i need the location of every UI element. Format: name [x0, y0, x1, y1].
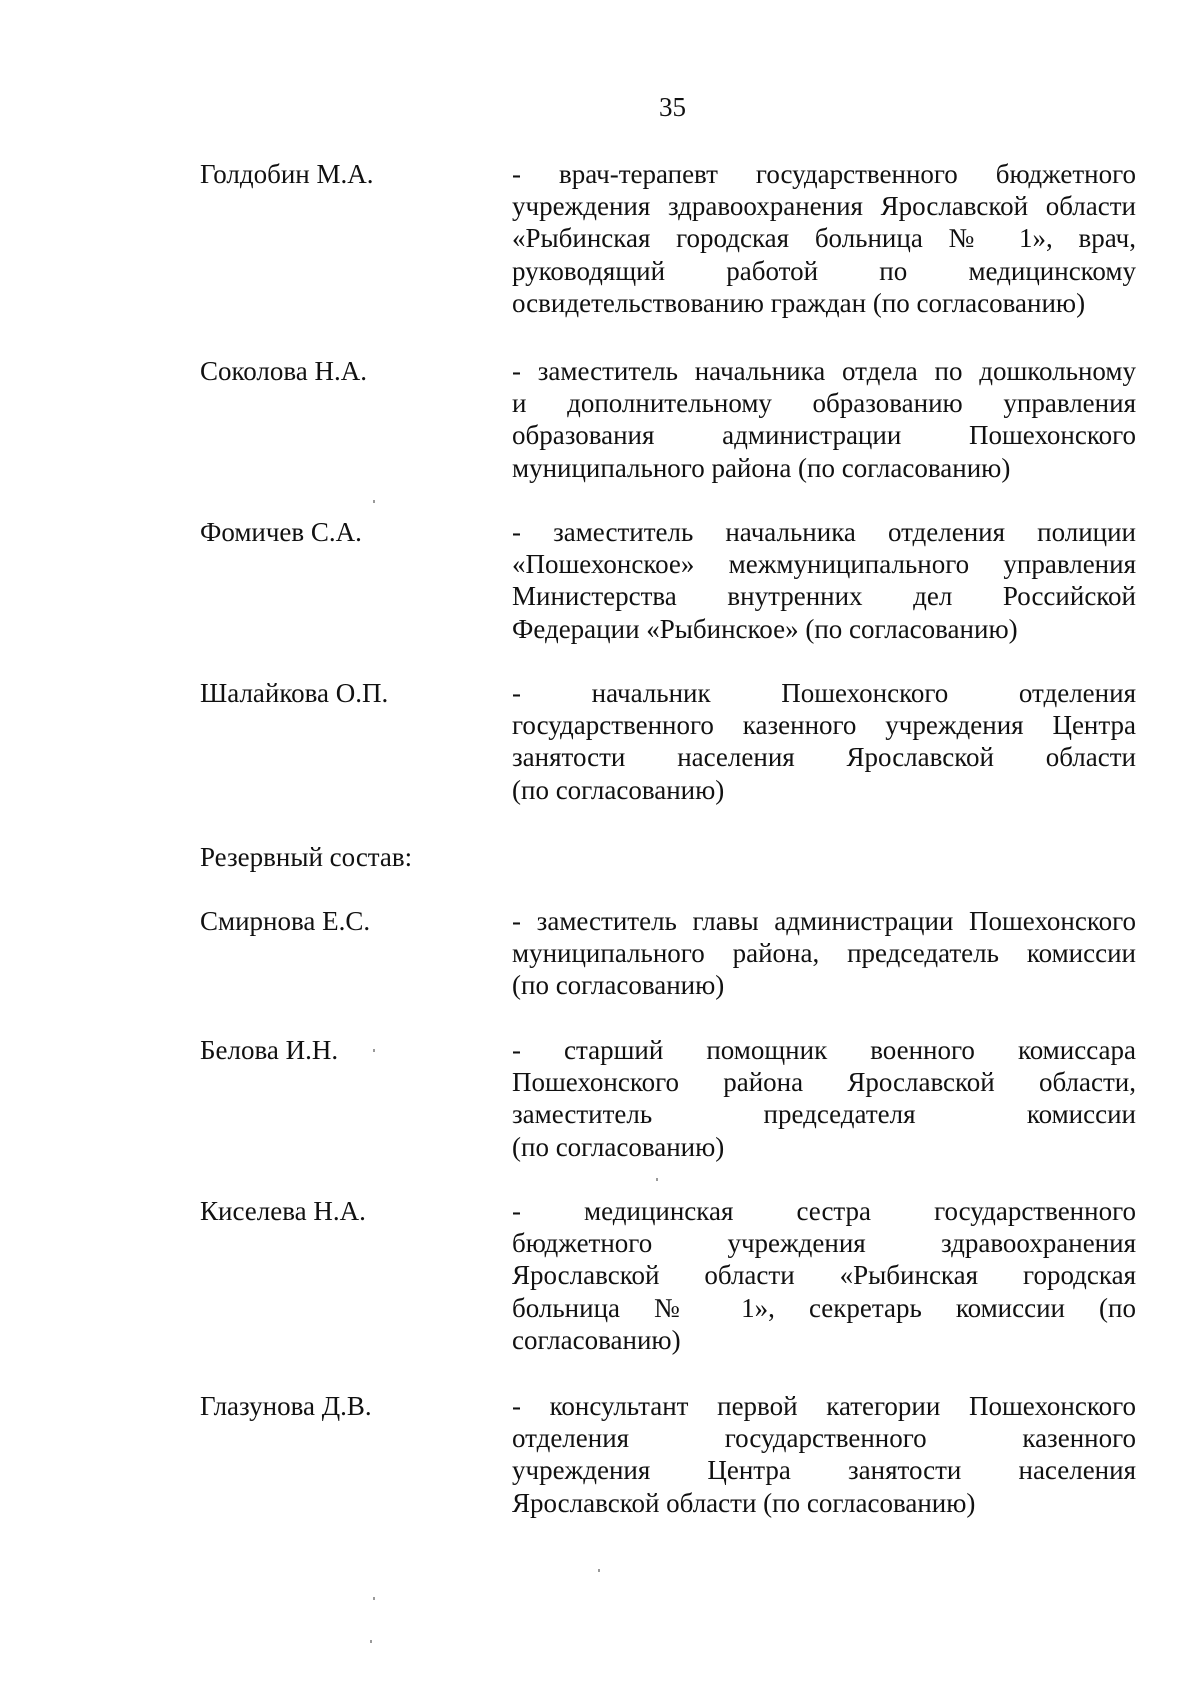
member-name: Соколова Н.А.: [200, 356, 367, 386]
description-line: и дополнительному образованию управления: [512, 388, 1136, 419]
description-line: учреждения здравоохранения Ярославской области: [512, 191, 1136, 222]
description-line: Ярославской области «Рыбинская городская: [512, 1260, 1136, 1291]
page-number: 35: [659, 92, 686, 122]
scan-speck: [598, 1569, 600, 1572]
member-name: Фомичев С.А.: [200, 517, 362, 547]
description-line: Ярославской области (по согласованию): [512, 1487, 976, 1518]
scan-speck: [373, 1049, 375, 1052]
description-line: Министерства внутренних дел Российской: [512, 581, 1136, 612]
description-line: (по согласованию): [512, 774, 725, 805]
reserve-heading: Резервный состав:: [200, 842, 413, 872]
member-description: [512, 677, 1136, 806]
description-line: государственного казенного учреждения Центра: [512, 710, 1136, 741]
description-line: образования администрации Пошехонского: [512, 420, 1136, 451]
description-line: «Рыбинская городская больница № 1», врач,: [512, 223, 1136, 254]
description-line: занятости населения Ярославской области: [512, 742, 1136, 773]
member-name: Глазунова Д.В.: [200, 1391, 372, 1421]
member-description: [512, 516, 1136, 645]
description-line: руководящий работой по медицинскому: [512, 255, 1136, 286]
description-line: муниципального района (по согласованию): [512, 452, 1011, 483]
member-name: Смирнова Е.С.: [200, 906, 371, 936]
description-line: согласованию): [512, 1324, 681, 1355]
description-line: - медицинская сестра государственного: [512, 1196, 1136, 1226]
member-description: [512, 1195, 1136, 1356]
member-description: [512, 158, 1136, 319]
description-line: бюджетного учреждения здравоохранения: [512, 1228, 1136, 1259]
description-line: - заместитель главы администрации Пошехонского: [512, 906, 1136, 936]
description-line: - старший помощник военного комиссара: [512, 1035, 1136, 1065]
description-line: отделения государственного казенного: [512, 1423, 1136, 1454]
member-description: [512, 1390, 1136, 1519]
description-line: освидетельствованию граждан (по согласованию): [512, 287, 1086, 318]
member-description: [512, 355, 1136, 484]
member-name: Голдобин М.А.: [200, 159, 374, 189]
description-line: Федерации «Рыбинское» (по согласованию): [512, 613, 1018, 644]
scan-speck: [370, 1640, 372, 1643]
description-line: - консультант первой категории Пошехонского: [512, 1391, 1136, 1421]
description-line: - заместитель начальника отдела по дошкольному: [512, 356, 1136, 386]
description-line: - начальник Пошехонского отделения: [512, 678, 1136, 708]
description-line: - врач-терапевт государственного бюджетного: [512, 159, 1136, 189]
member-name: Шалайкова О.П.: [200, 678, 389, 708]
scan-speck: [656, 1178, 658, 1181]
description-line: (по согласованию): [512, 970, 725, 1001]
member-description: [512, 905, 1136, 1002]
description-line: больница № 1», секретарь комиссии (по: [512, 1292, 1136, 1323]
description-line: учреждения Центра занятости населения: [512, 1455, 1136, 1486]
description-line: (по согласованию): [512, 1131, 725, 1162]
description-line: - заместитель начальника отделения полиции: [512, 517, 1136, 547]
scan-speck: [373, 1597, 375, 1600]
description-line: муниципального района, председатель комиссии: [512, 938, 1136, 969]
description-line: заместитель председателя комиссии: [512, 1099, 1136, 1130]
member-description: [512, 1034, 1136, 1163]
description-line: «Пошехонское» межмуниципального управления: [512, 549, 1136, 580]
description-line: Пошехонского района Ярославской области,: [512, 1067, 1136, 1098]
member-name: Киселева Н.А.: [200, 1196, 366, 1226]
member-name: Белова И.Н.: [200, 1035, 339, 1065]
scan-speck: [373, 500, 375, 503]
